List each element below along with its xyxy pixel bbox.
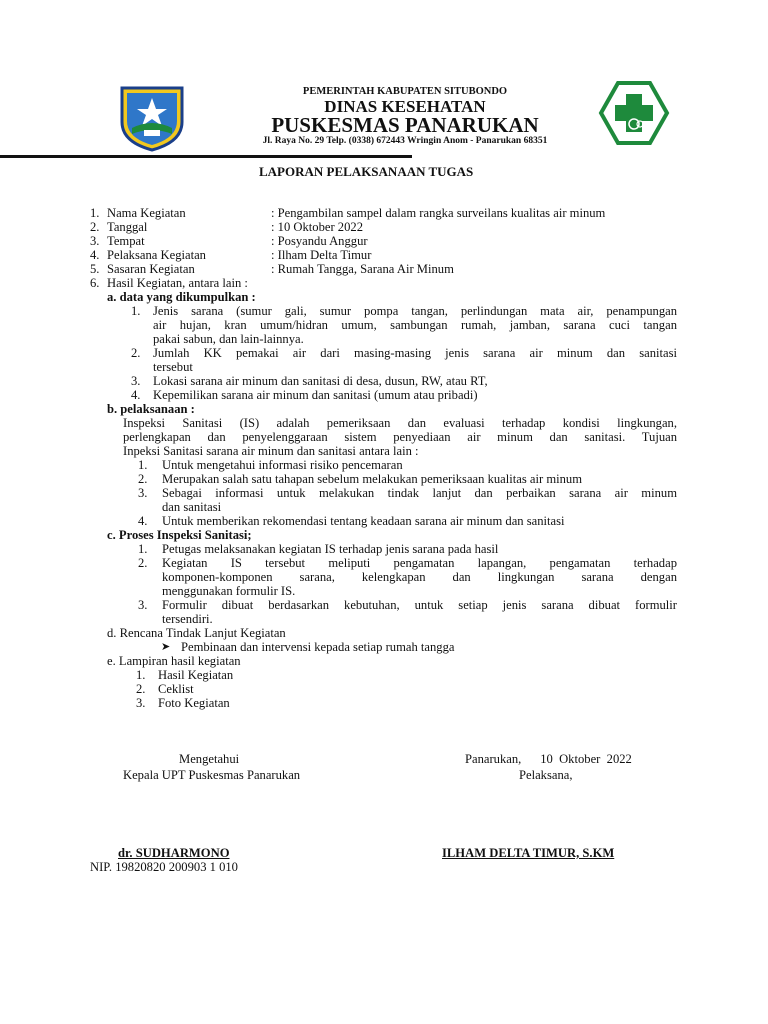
document-title: LAPORAN PELAKSANAAN TUGAS — [259, 164, 474, 179]
sign-left-name: dr. SUDHARMONO — [118, 846, 230, 860]
letterhead-address: Jl. Raya No. 29 Telp. (0338) 672443 Wringin Anom - Panarukan 68351 — [262, 136, 548, 146]
list-line: Sebagai informasi untuk melakukan tindak lanjut dan perbaikan sarana air minum — [162, 486, 677, 500]
arrow-bullet-icon: ➤ — [161, 640, 171, 653]
situbondo-regency-logo — [118, 82, 186, 152]
list-num: 3. — [131, 374, 141, 388]
attachment-item: Hasil Kegiatan — [158, 668, 234, 682]
list-line: Kepemilikan sarana air minum dan sanitasi (umum atau pribadi) — [153, 388, 478, 402]
info-value: : Rumah Tangga, Sarana Air Minum — [271, 262, 454, 276]
section-d-heading: d. Rencana Tindak Lanjut Kegiatan — [107, 626, 286, 640]
info-num: 1. — [90, 206, 100, 220]
letterhead-gov: PEMERINTAH KABUPATEN SITUBONDO — [302, 86, 508, 97]
list-num: 3. — [138, 486, 148, 500]
info-num: 3. — [90, 234, 100, 248]
sign-left-nip: NIP. 19820820 200903 1 010 — [90, 860, 238, 874]
list-num: 1. — [136, 668, 146, 682]
list-line: Formulir dibuat berdasarkan kebutuhan, untuk setiap jenis sarana dibuat formulir — [162, 598, 677, 612]
list-line: Untuk mengetahui informasi risiko pencemaran — [162, 458, 403, 472]
info-num: 4. — [90, 248, 100, 262]
list-num: 1. — [138, 542, 148, 556]
sign-right-name: ILHAM DELTA TIMUR, S.KM — [442, 846, 615, 860]
info-value: : Ilham Delta Timur — [271, 248, 372, 262]
info-num: 6. — [90, 276, 100, 290]
paragraph-line: Inpeksi Sanitasi sarana air minum dan sanitasi antara lain : — [123, 444, 419, 458]
info-label: Tanggal — [107, 220, 148, 234]
list-line: Kegiatan IS tersebut meliputi pengamatan lapangan, pengamatan terhadap — [162, 556, 677, 570]
letterhead-dept: DINAS KESEHATAN — [324, 97, 486, 116]
section-a-heading: a. data yang dikumpulkan : — [107, 290, 256, 304]
list-num: 2. — [131, 346, 141, 360]
sign-left-position: Kepala UPT Puskesmas Panarukan — [123, 768, 301, 782]
list-line: Jumlah KK pemakai air dari masing-masing jenis sarana air minum dan sanitasi — [153, 346, 677, 360]
list-num: 2. — [138, 472, 148, 486]
list-line: komponen-komponen sarana, kelengkapan dan lingkungan sarana dengan — [162, 570, 677, 584]
list-line: Lokasi sarana air minum dan sanitasi di desa, dusun, RW, atau RT, — [153, 374, 488, 388]
paragraph-line: Inspeksi Sanitasi (IS) adalah pemeriksaan dan evaluasi terhadap kondisi lingkungan, — [123, 416, 677, 430]
list-num: 1. — [131, 304, 141, 318]
list-num: 2. — [138, 556, 148, 570]
section-e-heading: e. Lampiran hasil kegiatan — [107, 654, 241, 668]
hasil-label: Hasil Kegiatan, antara lain : — [107, 276, 248, 290]
info-label: Nama Kegiatan — [107, 206, 186, 220]
list-num: 4. — [131, 388, 141, 402]
list-line: menggunakan formulir IS. — [162, 584, 296, 598]
list-line: dan sanitasi — [162, 500, 222, 514]
info-value: : 10 Oktober 2022 — [271, 220, 363, 234]
info-label: Sasaran Kegiatan — [107, 262, 195, 276]
sign-right-date: Panarukan, 10 Oktober 2022 — [465, 752, 632, 766]
attachment-item: Ceklist — [158, 682, 194, 696]
info-label: Pelaksana Kegiatan — [107, 248, 206, 262]
list-line: tersebut — [153, 360, 193, 374]
info-value: : Pengambilan sampel dalam rangka surveilans kualitas air minum — [271, 206, 606, 220]
attachment-item: Foto Kegiatan — [158, 696, 230, 710]
sign-right-position: Pelaksana, — [519, 768, 573, 782]
list-line: Petugas melaksanakan kegiatan IS terhadap jenis sarana pada hasil — [162, 542, 499, 556]
info-num: 5. — [90, 262, 100, 276]
list-num: 3. — [136, 696, 146, 710]
section-c-heading: c. Proses Inspeksi Sanitasi; — [107, 528, 252, 542]
paragraph-line: perlengkapan dan penyelenggaraan sistem penyediaan air minum dan sanitasi. Tujuan — [123, 430, 677, 444]
list-line: Jenis sarana (sumur gali, sumur pompa tangan, perlindungan mata air, penampungan — [153, 304, 677, 318]
puskesmas-logo — [598, 80, 670, 146]
info-num: 2. — [90, 220, 100, 234]
list-num: 1. — [138, 458, 148, 472]
info-label: Tempat — [107, 234, 145, 248]
list-num: 3. — [138, 598, 148, 612]
list-line: air hujan, kran umum/hidran umum, sambungan rumah, jamban, sarana cuci tangan — [153, 318, 677, 332]
list-line: pakai sabun, dan lain-lainnya. — [153, 332, 304, 346]
list-line: Merupakan salah satu tahapan sebelum melakukan pemeriksaan kualitas air minum — [162, 472, 583, 486]
letterhead-name: PUSKESMAS PANARUKAN — [271, 113, 539, 137]
sign-left-acknowledged: Mengetahui — [179, 752, 240, 766]
section-b-heading: b. pelaksanaan : — [107, 402, 195, 416]
list-line: Untuk memberikan rekomendasi tentang keadaan sarana air minum dan sanitasi — [162, 514, 565, 528]
list-num: 2. — [136, 682, 146, 696]
list-num: 4. — [138, 514, 148, 528]
info-value: : Posyandu Anggur — [271, 234, 368, 248]
list-line: Pembinaan dan intervensi kepada setiap rumah tangga — [181, 640, 455, 654]
header-divider — [0, 155, 412, 158]
list-line: tersendiri. — [162, 612, 213, 626]
